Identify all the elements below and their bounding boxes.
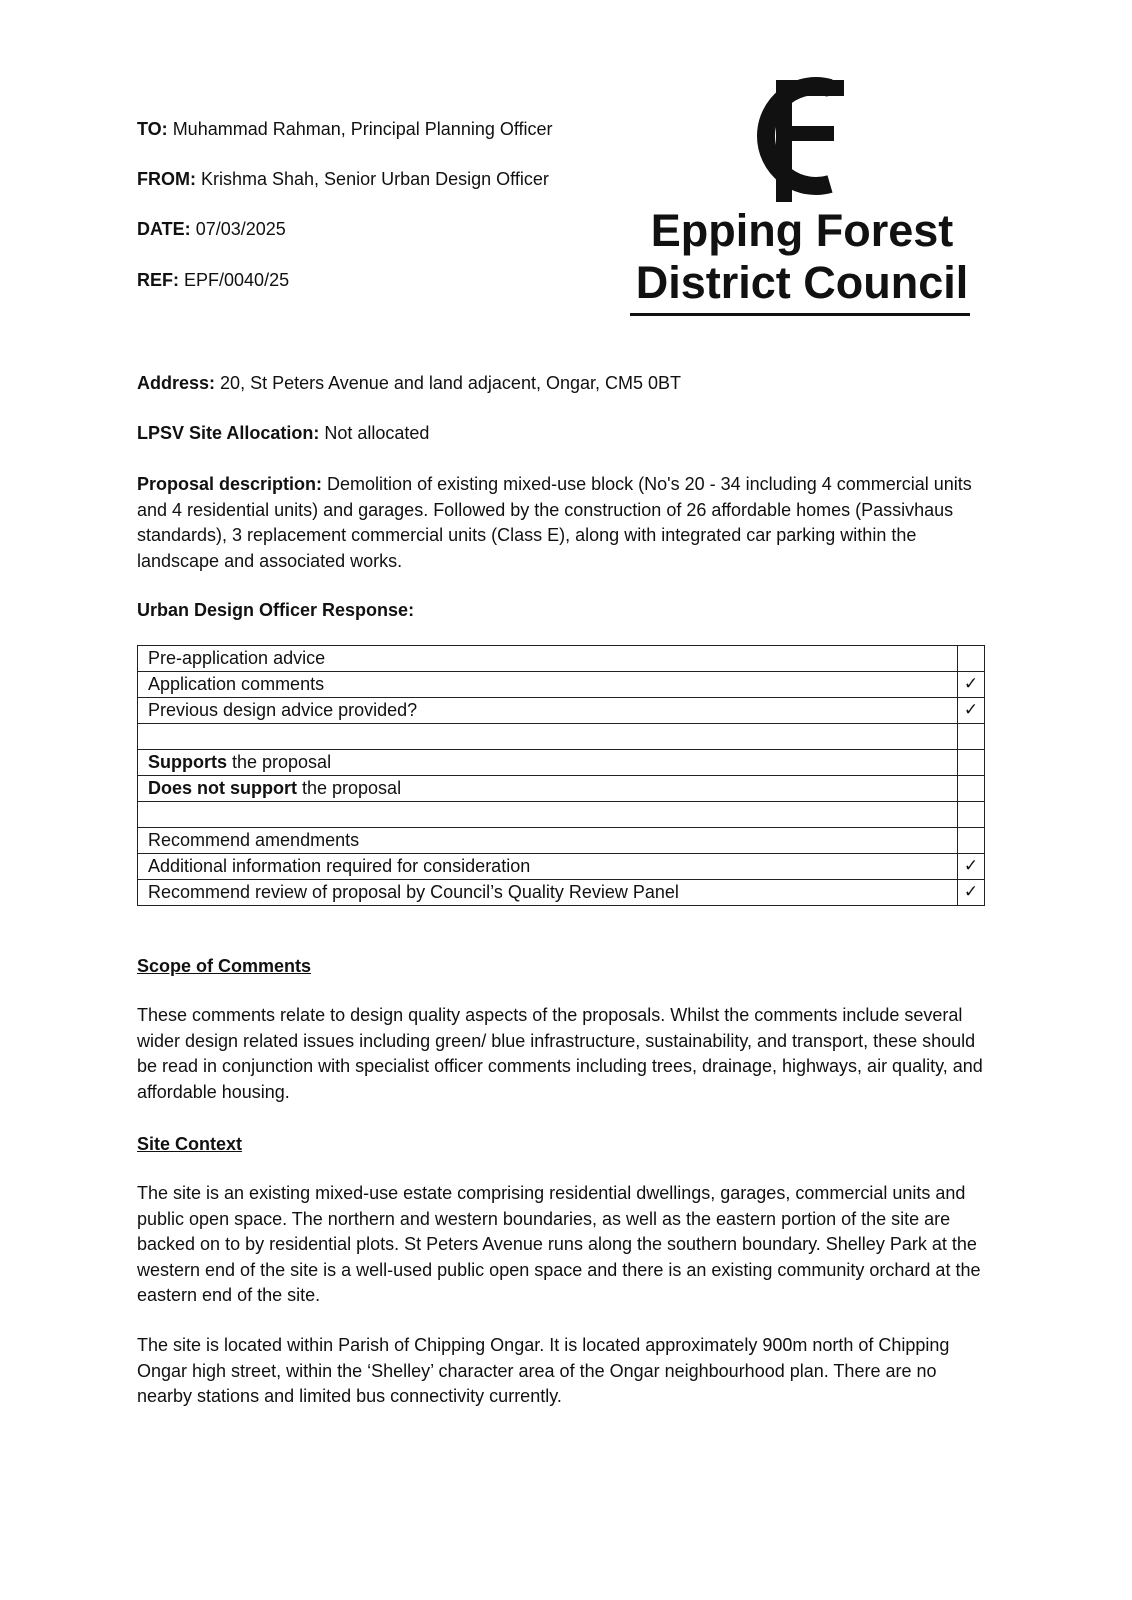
response-row xyxy=(138,672,985,698)
context-heading: Site Context xyxy=(137,1134,243,1154)
logo-underline xyxy=(630,313,970,316)
ef-emblem-icon xyxy=(726,66,856,206)
date-label: DATE: xyxy=(137,219,191,239)
response-row xyxy=(138,776,985,802)
response-row-checkmark xyxy=(958,750,985,776)
response-row-text: Application comments xyxy=(148,674,325,694)
response-row-text: Recommend amendments xyxy=(148,830,360,850)
response-row-checkmark: ✓ xyxy=(958,672,985,698)
response-heading-line xyxy=(137,598,997,624)
response-row-text: Previous design advice provided? xyxy=(148,700,418,720)
response-row xyxy=(138,724,985,750)
response-row-label xyxy=(138,672,958,698)
response-row-bold: Does not support xyxy=(148,778,297,798)
response-row-label xyxy=(138,776,958,802)
from-label: FROM: xyxy=(137,169,196,189)
scope-heading: Scope of Comments xyxy=(137,956,312,976)
council-logo xyxy=(622,66,982,326)
response-row-label xyxy=(138,698,958,724)
response-row xyxy=(138,828,985,854)
response-row xyxy=(138,854,985,880)
logo-line-2: District Council xyxy=(635,257,969,308)
response-row-text: the proposal xyxy=(297,778,402,798)
response-row-checkmark xyxy=(958,776,985,802)
proposal-description xyxy=(137,472,982,574)
date-value: 07/03/2025 xyxy=(195,219,286,239)
response-row xyxy=(138,646,985,672)
to-label: TO: xyxy=(137,119,168,139)
proposal-label: Proposal description: xyxy=(137,474,323,494)
lpsv-line xyxy=(137,421,997,447)
response-row-label xyxy=(138,802,958,828)
from-value: Krishma Shah, Senior Urban Design Officer xyxy=(201,169,549,189)
response-table xyxy=(137,645,985,906)
response-row-label xyxy=(138,724,958,750)
response-row-label xyxy=(138,880,958,906)
address-label: Address: xyxy=(137,373,216,393)
date-line xyxy=(137,218,286,240)
response-row-text: the proposal xyxy=(227,752,332,772)
response-row-label xyxy=(138,646,958,672)
response-row xyxy=(138,802,985,828)
response-row xyxy=(138,880,985,906)
to-value: Muhammad Rahman, Principal Planning Officer xyxy=(172,119,553,139)
response-row-checkmark xyxy=(958,802,985,828)
logo-line-1: Epping Forest xyxy=(650,205,954,256)
response-row xyxy=(138,750,985,776)
scope-paragraph: These comments relate to design quality aspects of the proposals. Whilst the comments include several wider design related issues including green/ blue infrastructure, sustainability, and transport, these should be read in conjunction with specialist officer comments including trees, drainage, highways, air quality, and affordable housing. xyxy=(137,1005,983,1102)
address-value: 20, St Peters Avenue and land adjacent, Ongar, CM5 0BT xyxy=(220,373,682,393)
ref-label: REF: xyxy=(137,270,179,290)
response-row-label xyxy=(138,854,958,880)
response-row-checkmark xyxy=(958,724,985,750)
ref-value: EPF/0040/25 xyxy=(184,270,290,290)
lpsv-label: LPSV Site Allocation: xyxy=(137,423,320,443)
response-row-label xyxy=(138,828,958,854)
proposal-value: Demolition of existing mixed-use block (No's 20 - 34 including 4 commercial units and 4 residential units) and garages. Followed by the construction of 26 affordable homes (Passivhaus standards), 3 replacement commercial units (Class E), along with integrated car parking within the landscape and associated works. xyxy=(137,474,972,571)
address-line xyxy=(137,371,997,397)
response-row-checkmark: ✓ xyxy=(958,854,985,880)
lpsv-value: Not allocated xyxy=(324,423,430,443)
from-line xyxy=(137,168,549,190)
response-row-checkmark xyxy=(958,828,985,854)
to-line xyxy=(137,118,553,140)
response-row-text: Pre-application advice xyxy=(148,648,326,668)
response-row-checkmark: ✓ xyxy=(958,880,985,906)
response-row-checkmark: ✓ xyxy=(958,698,985,724)
response-row-text: Recommend review of proposal by Council’s Quality Review Panel xyxy=(148,882,679,902)
context-paragraph-1: The site is an existing mixed-use estate comprising residential dwellings, garages, commercial units and public open space. The northern and western boundaries, as well as the eastern portion of the site are backed on to by residential plots. St Peters Avenue runs along the southern boundary. Shelley Park at the western end of the site is a well-used public open space and there is an existing community orchard at the eastern end of the site. xyxy=(137,1183,981,1305)
ref-line xyxy=(137,269,289,291)
response-row-text: Additional information required for consideration xyxy=(148,856,531,876)
response-row xyxy=(138,698,985,724)
context-paragraph-2: The site is located within Parish of Chipping Ongar. It is located approximately 900m north of Chipping Ongar high street, within the ‘Shelley’ character area of the Ongar neighbourhood plan. There are no nearby stations and limited bus connectivity currently. xyxy=(137,1335,950,1406)
response-heading: Urban Design Officer Response: xyxy=(137,600,415,620)
response-row-checkmark xyxy=(958,646,985,672)
response-row-bold: Supports xyxy=(148,752,227,772)
response-row-label xyxy=(138,750,958,776)
